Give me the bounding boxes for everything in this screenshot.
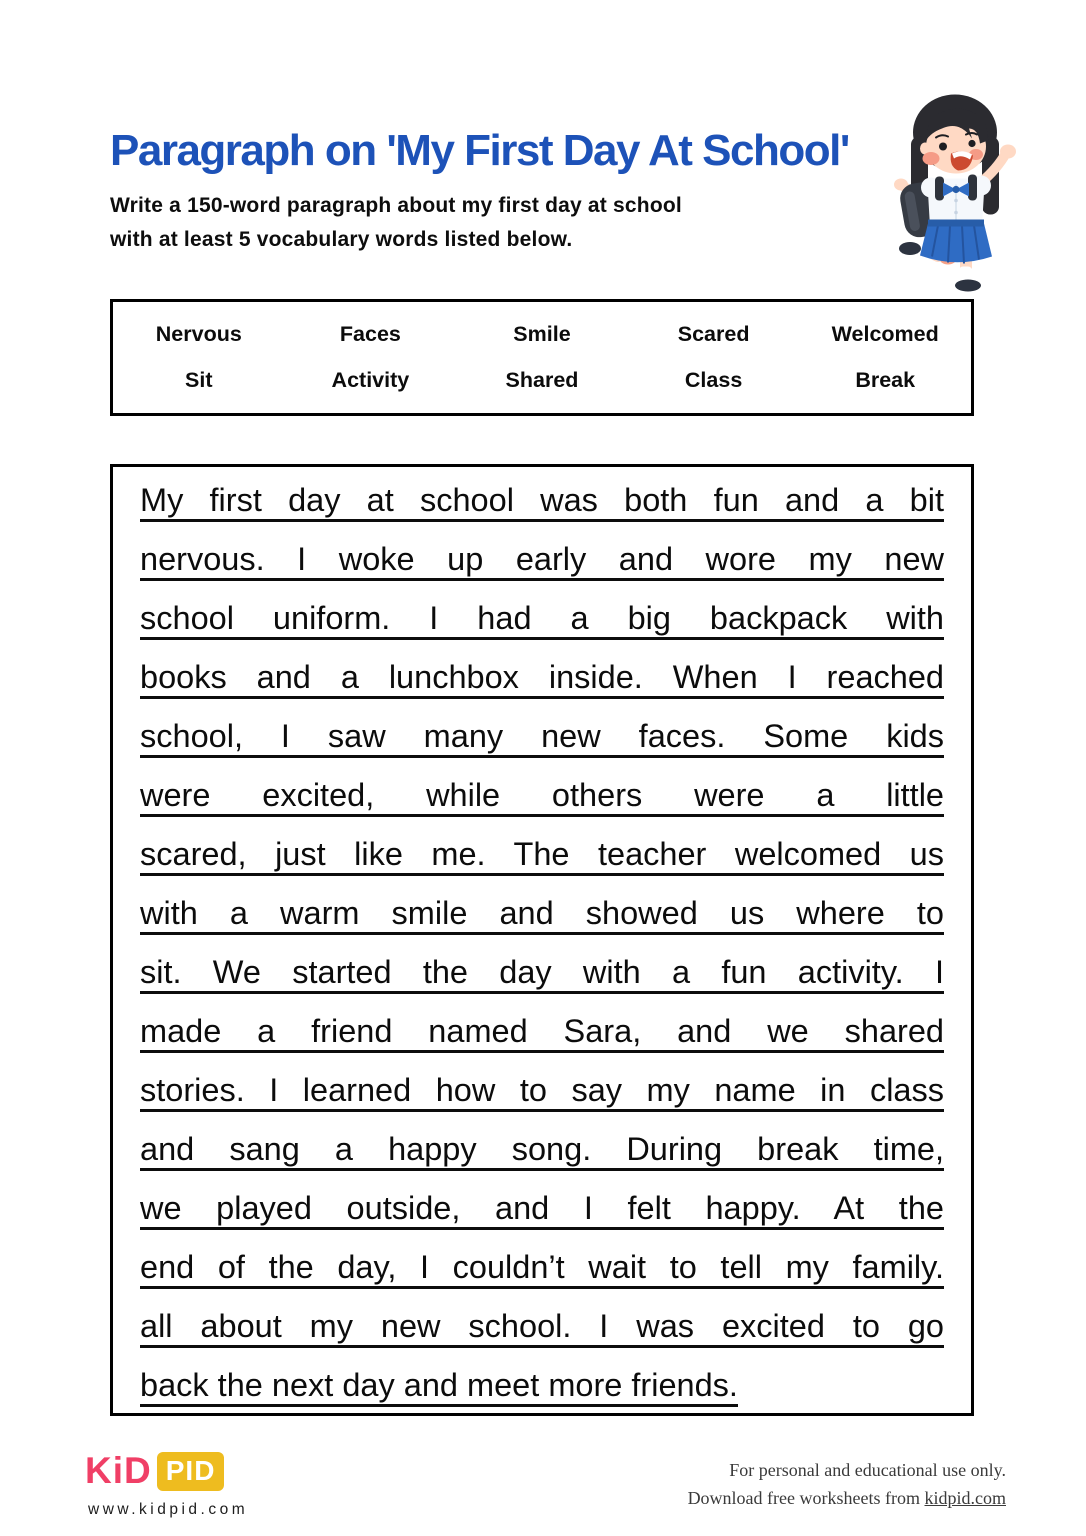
paragraph-line: made a friend named Sara, and we shared (140, 1000, 944, 1059)
instructions-line-1: Write a 150-word paragraph about my first day at school (110, 194, 682, 217)
vocabulary-box (110, 299, 974, 416)
usage-note-line-2 (688, 1484, 1006, 1512)
vocab-word: Break (855, 367, 916, 392)
paragraph-line (140, 1354, 944, 1413)
vocab-word: Faces (339, 322, 401, 347)
paragraph-line: books and a lunchbox inside. When I reached (140, 646, 944, 705)
paragraph-line-text: back the next day and meet more friends. (140, 1367, 738, 1407)
logo-kid-text: KiD (85, 1450, 152, 1491)
logo-pid-badge: PID (157, 1452, 225, 1491)
usage-note (688, 1456, 1006, 1512)
paragraph-line: sit. We started the day with a fun activity. I (140, 941, 944, 1000)
website-url: www.kidpid.com (88, 1501, 249, 1518)
paragraph-line: nervous. I woke up early and wore my new (140, 528, 944, 587)
paragraph-box (110, 464, 974, 1416)
vocab-word: Class (684, 367, 743, 392)
vocab-word: Smile (513, 322, 571, 347)
usage-note-line-2-text: Download free worksheets from (687, 1488, 925, 1508)
page-title: Paragraph on 'My First Day At School' (110, 126, 849, 175)
vocab-row (113, 368, 971, 393)
usage-note-line-1: For personal and educational use only. (729, 1460, 1006, 1480)
paragraph-line: were excited, while others were a little (140, 764, 944, 823)
paragraph-line: school uniform. I had a big backpack with (140, 587, 944, 646)
paragraph-line: we played outside, and I felt happy. At the (140, 1177, 944, 1236)
vocab-word: Scared (677, 322, 750, 347)
paragraph-line: all about my new school. I was excited to go (140, 1295, 944, 1354)
vocab-word: Sit (185, 367, 213, 392)
paragraph-line: My first day at school was both fun and a bit (140, 469, 944, 528)
paragraph-line: and sang a happy song. During break time, (140, 1118, 944, 1177)
vocab-word: Activity (331, 367, 410, 392)
school-girl-illustration (876, 84, 1026, 294)
paragraph-line: scared, just like me. The teacher welcomed us (140, 823, 944, 882)
vocab-word: Welcomed (831, 322, 939, 347)
paragraph-line: with a warm smile and showed us where to (140, 882, 944, 941)
paragraph-line: stories. I learned how to say my name in class (140, 1059, 944, 1118)
kidpid-link[interactable]: kidpid.com (924, 1488, 1006, 1508)
vocab-word: Shared (505, 367, 579, 392)
vocab-row (113, 322, 971, 347)
kidpid-logo (85, 1450, 224, 1492)
paragraph-line: end of the day, I couldn’t wait to tell my family. (140, 1236, 944, 1295)
instructions-line-2: with at least 5 vocabulary words listed below. (110, 228, 573, 251)
paragraph-line: school, I saw many new faces. Some kids (140, 705, 944, 764)
vocab-word: Nervous (155, 322, 242, 347)
